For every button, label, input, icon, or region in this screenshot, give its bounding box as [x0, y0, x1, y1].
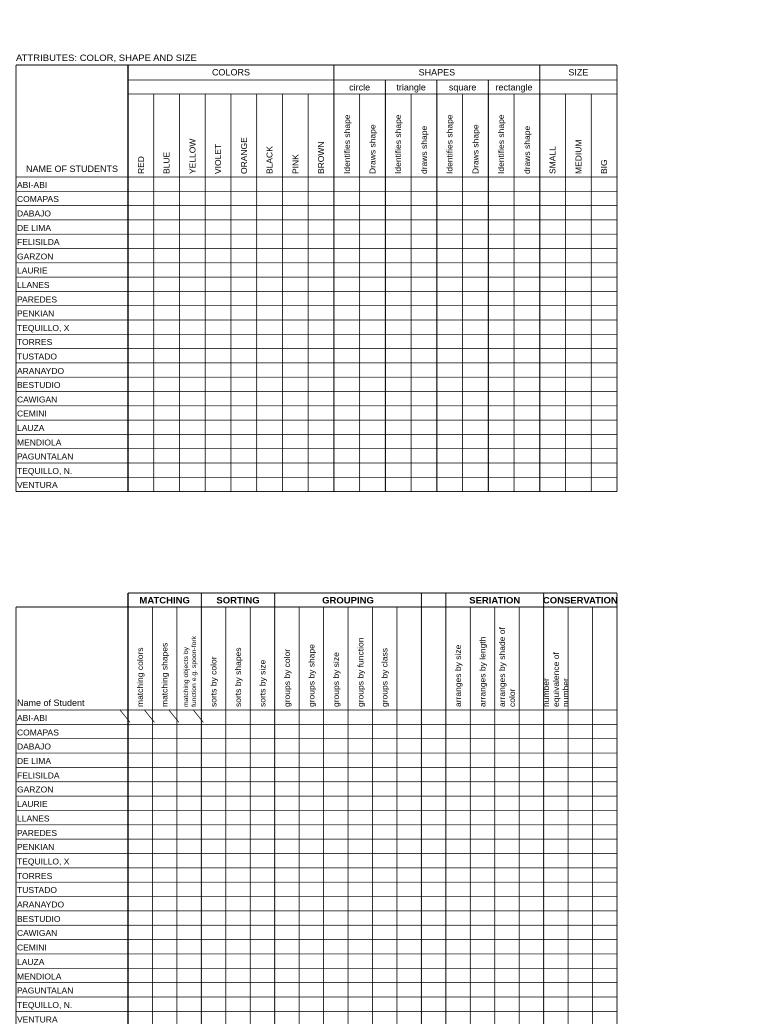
column-header: PINK — [290, 154, 301, 174]
column-header: YELLOW — [187, 138, 198, 174]
column-header: Identifies shape — [341, 114, 352, 174]
student-name: TORRES — [17, 337, 53, 348]
column-header: RED — [135, 156, 146, 174]
student-name: ABI-ABI — [17, 712, 48, 723]
student-name: CAWIGAN — [17, 394, 58, 405]
column-header: Draws shape — [470, 124, 481, 174]
column-header: groups by color — [281, 648, 292, 707]
student-name: LAUZA — [17, 423, 45, 433]
group-header: GROUPING — [322, 595, 374, 607]
student-name: ARANAYDO — [17, 365, 65, 376]
student-name: VENTURA — [17, 480, 58, 491]
column-header: number — [541, 678, 552, 707]
column-header: equivalence of — [550, 652, 561, 707]
column-header: arranges by size — [453, 644, 464, 707]
column-header: number — [560, 678, 571, 707]
group-header: SERIATION — [469, 595, 521, 607]
student-name: DE LIMA — [17, 222, 52, 233]
student-name: CAWIGAN — [17, 928, 58, 939]
name-column-header: Name of Student — [17, 698, 85, 708]
subgroup-header: rectangle — [495, 82, 533, 93]
column-header: draws shape — [418, 125, 429, 174]
column-header: BIG — [599, 159, 610, 174]
column-header: VIOLET — [213, 143, 224, 174]
student-name: BESTUDIO — [17, 380, 61, 391]
column-header: SMALL — [547, 146, 558, 174]
student-name: LLANES — [17, 813, 50, 824]
student-name: PAGUNTALAN — [17, 451, 74, 462]
name-column-header: NAME OF STUDENTS — [25, 164, 119, 174]
student-name: LAUZA — [17, 956, 45, 967]
group-header: SIZE — [568, 67, 589, 78]
group-header: SHAPES — [418, 67, 456, 78]
group-header: CONSERVATION — [542, 595, 618, 607]
student-name: TEQUILLO, N. — [17, 465, 73, 476]
student-name: PAGUNTALAN — [17, 985, 74, 996]
column-header: matching objects by — [183, 646, 191, 707]
student-name: PENKIAN — [17, 842, 55, 853]
table1-title: ATTRIBUTES: COLOR, SHAPE AND SIZE — [16, 53, 197, 64]
subgroup-header: square — [448, 82, 477, 93]
column-header: sorts by shapes — [233, 647, 244, 707]
student-name: GARZON — [17, 784, 54, 795]
skills-table — [16, 593, 618, 1024]
column-header: matching shapes — [159, 642, 170, 707]
student-name: FELISILDA — [17, 770, 60, 781]
group-header: COLORS — [211, 67, 250, 78]
student-name: LAURIE — [17, 265, 48, 276]
student-name: TORRES — [17, 870, 53, 881]
student-name: GARZON — [17, 251, 54, 262]
column-header: Identifies shape — [444, 114, 455, 174]
student-name: LLANES — [17, 280, 50, 290]
student-name: DABAJO — [17, 741, 52, 752]
student-name: VENTURA — [17, 1014, 58, 1024]
column-header: BLACK — [264, 146, 275, 174]
column-header: groups by shape — [306, 644, 317, 707]
student-name: PAREDES — [17, 294, 57, 305]
student-name: COMAPAS — [17, 194, 59, 205]
diagonal-mark — [169, 710, 179, 722]
student-name: ABI-ABI — [17, 179, 48, 190]
group-header: MATCHING — [139, 595, 190, 607]
column-header: Identifies shape — [496, 114, 507, 174]
student-name: MENDIOLA — [17, 971, 62, 982]
column-header: MEDIUM — [573, 139, 584, 174]
column-header: matching colors — [135, 647, 146, 707]
column-header: arranges by length — [477, 636, 488, 707]
student-name: DABAJO — [17, 208, 52, 219]
student-name: TEQUILLO, X — [17, 856, 70, 867]
student-name: CEMINI — [17, 408, 47, 419]
column-header: color — [506, 688, 517, 707]
student-name: PENKIAN — [17, 308, 55, 319]
column-header: draws shape — [521, 125, 532, 174]
group-header: SORTING — [216, 595, 260, 607]
column-header: groups by size — [330, 652, 341, 707]
column-header: BROWN — [316, 141, 327, 174]
subgroup-header: triangle — [396, 82, 426, 93]
column-header: function e.g. spoon-fork — [191, 635, 199, 707]
student-name: TEQUILLO, X — [17, 322, 70, 333]
student-name: LAURIE — [17, 799, 48, 810]
column-header: groups by class — [379, 647, 390, 707]
column-header: Identifies shape — [393, 114, 404, 174]
diagonal-mark — [144, 710, 154, 722]
subgroup-header: circle — [349, 82, 371, 93]
student-name: CEMINI — [17, 942, 47, 953]
student-name: PAREDES — [17, 827, 57, 838]
student-name: TUSTADO — [17, 351, 57, 362]
column-header: arranges by shade of — [497, 627, 508, 707]
attributes-table — [16, 65, 617, 492]
student-name: FELISILDA — [17, 237, 60, 248]
column-header: ORANGE — [238, 137, 249, 174]
student-name: BESTUDIO — [17, 913, 61, 924]
student-name: ARANAYDO — [17, 899, 65, 910]
student-name: COMAPAS — [17, 727, 59, 738]
column-header: groups by function — [355, 637, 366, 707]
column-header: BLUE — [161, 151, 172, 174]
student-name: DE LIMA — [17, 756, 52, 766]
column-header: sorts by color — [208, 656, 219, 707]
column-header: Draws shape — [367, 124, 378, 174]
student-name: TUSTADO — [17, 885, 57, 896]
student-name: MENDIOLA — [17, 437, 62, 448]
student-name: TEQUILLO, N. — [17, 999, 73, 1010]
column-header: sorts by size — [257, 659, 268, 707]
